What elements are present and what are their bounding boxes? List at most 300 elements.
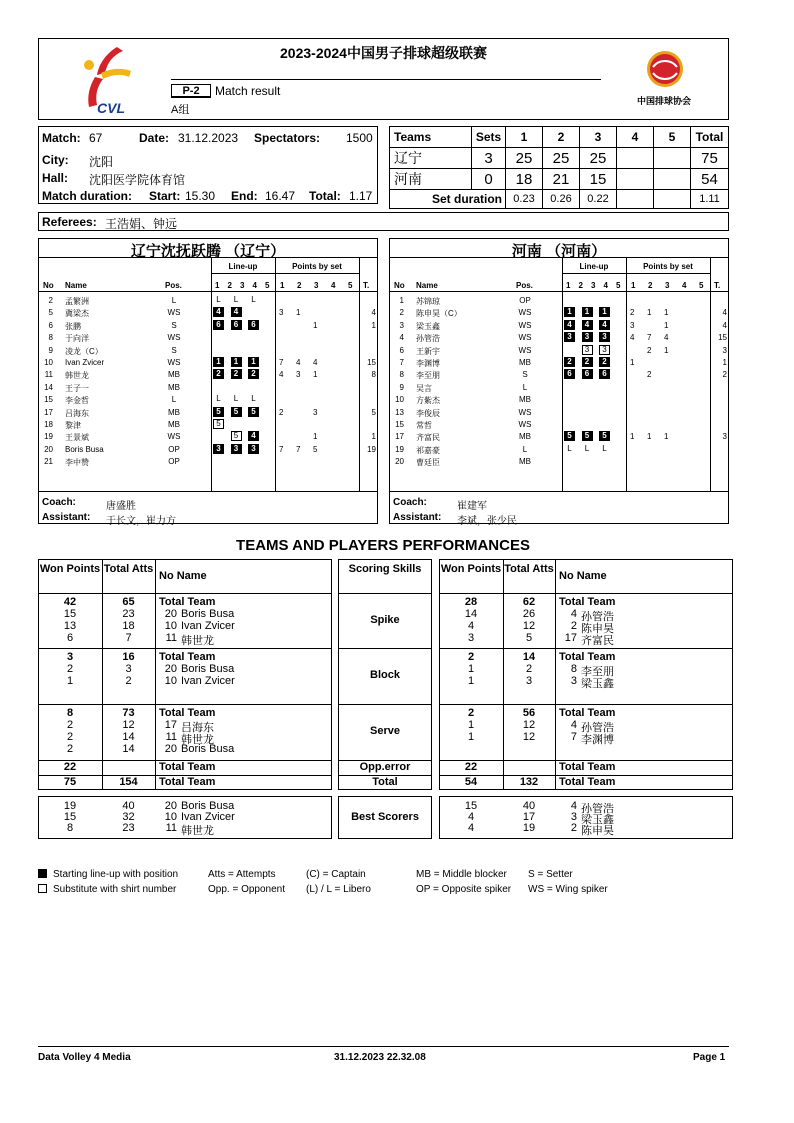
- referees-label: Referees:: [42, 215, 97, 229]
- player-name: 王景斌: [65, 433, 89, 443]
- col-divider: [211, 257, 212, 491]
- lineup-cell: L: [251, 295, 256, 304]
- col-divider: [275, 257, 276, 491]
- won-points: 2: [66, 719, 74, 731]
- lineup-set-header: 5: [265, 281, 270, 290]
- player-position: WS: [518, 333, 532, 343]
- total-atts: 18: [122, 620, 135, 632]
- won-points: 2: [66, 731, 74, 743]
- lineup-cell: 1: [231, 357, 242, 367]
- lineup-cell: 4: [213, 307, 224, 317]
- lineup-cell: 1: [599, 307, 610, 317]
- player-name: 王子一: [65, 383, 89, 393]
- footer-rule: [38, 1046, 729, 1047]
- spectators: 1500: [346, 131, 373, 145]
- points-set-header: 1: [631, 281, 636, 290]
- lineup-cell: 6: [248, 320, 259, 330]
- team-name: 辽宁: [390, 148, 472, 169]
- player-number: 17: [564, 632, 577, 644]
- won-points: 15: [464, 800, 478, 812]
- won-points: 15: [63, 608, 77, 620]
- player-number: 18: [44, 420, 53, 429]
- lineup-cell: 3: [213, 444, 224, 454]
- set-points: 2: [630, 308, 635, 318]
- title-rule: [171, 79, 601, 80]
- lineup-cell: 6: [213, 320, 224, 330]
- player-total: 3: [722, 432, 727, 442]
- team-total-label: Total Team: [159, 761, 216, 773]
- set-points: 3: [296, 370, 301, 380]
- won-points: 1: [467, 675, 475, 687]
- cva-logo: [639, 47, 691, 99]
- player-name: 李至朋: [581, 666, 614, 678]
- set-points: 1: [313, 320, 318, 330]
- lineup-set-header: 1: [566, 281, 571, 290]
- set-points: 5: [313, 444, 318, 454]
- player-name: 孙管浩: [581, 611, 614, 623]
- row-divider: [439, 648, 733, 649]
- player-number: 8: [48, 333, 53, 343]
- teams-header: Teams: [390, 127, 472, 148]
- name-header: Name: [416, 281, 438, 290]
- player-name: 孙管浩: [416, 334, 440, 344]
- no-header: No: [43, 281, 54, 290]
- set-score: 15: [580, 169, 617, 190]
- player-number: 17: [395, 432, 404, 442]
- referees-box: [38, 212, 729, 231]
- won-points: 22: [63, 761, 77, 773]
- header-rule: [390, 291, 728, 292]
- lineup-cell: L: [233, 295, 239, 304]
- set-score: 18: [506, 169, 543, 190]
- set-points: 4: [664, 333, 669, 343]
- player-name: Ivan Zvicer: [181, 675, 235, 687]
- won-points: 28: [464, 596, 478, 608]
- total-atts: 56: [522, 707, 536, 719]
- player-total: 19: [367, 444, 376, 454]
- player-name: 梁玉鑫: [581, 678, 614, 690]
- points-by-set-header: Points by set: [643, 262, 693, 271]
- player-name: Ivan Zvicer: [181, 811, 235, 823]
- player-name: 陈申昊: [581, 623, 614, 635]
- total-atts: 5: [525, 632, 533, 644]
- header-rule: [211, 273, 359, 274]
- player-name: 李渊博: [581, 734, 614, 746]
- cva-logo-text: 中国排球协会: [636, 96, 691, 106]
- player-name: 李渊博: [416, 359, 440, 368]
- player-number: 2: [48, 296, 53, 305]
- won-points: 2: [467, 651, 475, 663]
- won-points: 14: [464, 608, 478, 620]
- lineup-cell: 1: [248, 357, 259, 367]
- total-atts: 16: [122, 651, 135, 663]
- lineup-cell: 2: [564, 357, 575, 367]
- set-points: 2: [279, 407, 284, 417]
- no-header: No: [394, 281, 405, 290]
- player-total: 4: [371, 308, 376, 318]
- player-position: OP: [168, 444, 180, 454]
- lineup-cell: 4: [248, 431, 259, 441]
- footer-date: 31.12.2023 22.32.08: [334, 1052, 426, 1063]
- lineup-set-header: 2: [227, 281, 232, 290]
- player-name: Total Team: [159, 651, 216, 663]
- sets-won: 0: [472, 169, 506, 190]
- player-total: 2: [722, 370, 727, 380]
- team-a-roster: [38, 238, 378, 527]
- set-points: 2: [647, 370, 652, 380]
- player-name: Total Team: [559, 707, 616, 719]
- skill-label: Total: [372, 776, 398, 788]
- player-number: 2: [570, 822, 577, 834]
- player-number: 11: [165, 632, 177, 644]
- team-title: 河南 （河南）: [511, 243, 607, 260]
- set-score: 25: [506, 148, 543, 169]
- score-row: [390, 148, 729, 169]
- player-number: 10: [164, 620, 177, 632]
- player-number: 1: [399, 296, 404, 305]
- lineup-cell: L: [584, 443, 590, 453]
- player-name: 黎津: [65, 421, 81, 430]
- player-position: WS: [518, 345, 532, 355]
- player-name: 陈申昊（C）: [416, 309, 462, 319]
- player-number: 4: [570, 608, 577, 620]
- set-score: 21: [543, 169, 580, 190]
- score-row: [390, 169, 729, 190]
- set-points: 1: [647, 308, 652, 318]
- lineup-cell: 6: [582, 369, 593, 379]
- total-atts: 40: [522, 800, 536, 812]
- won-points: 8: [66, 822, 74, 834]
- player-position: S: [171, 345, 177, 355]
- player-number: 6: [399, 345, 404, 355]
- won-points: 1: [467, 731, 475, 743]
- lineup-cell: 3: [231, 444, 242, 454]
- player-total: 1: [371, 320, 376, 330]
- match-label: Match:: [42, 131, 81, 145]
- set-2-header: 2: [543, 127, 580, 148]
- player-number: 8: [399, 370, 404, 380]
- lineup-cell: 3: [582, 345, 593, 355]
- won-points: 1: [467, 663, 475, 675]
- coach-name: 唐盛胜: [106, 501, 136, 512]
- player-name: 冀梁杰: [65, 309, 89, 319]
- lineup-cell: 4: [599, 320, 610, 330]
- player-name: 王新宇: [416, 346, 440, 356]
- skill-label: Serve: [370, 725, 400, 737]
- total-header: T.: [363, 281, 370, 290]
- player-name: 孟繁洲: [65, 297, 89, 306]
- no-name-header: No Name: [159, 570, 207, 582]
- won-points: 42: [63, 596, 77, 608]
- total-atts: 14: [122, 743, 135, 755]
- player-number: 9: [48, 345, 53, 355]
- skill-label: Spike: [370, 613, 400, 626]
- lineup-cell: 4: [231, 307, 242, 317]
- points-set-header: 2: [648, 281, 653, 290]
- starter-square-icon: [38, 869, 47, 878]
- player-position: WS: [167, 432, 181, 442]
- set-points: 1: [664, 308, 669, 318]
- player-name: 方紫杰: [416, 396, 440, 406]
- total-atts: 14: [122, 731, 135, 743]
- player-number: 10: [164, 811, 177, 823]
- player-name: 吕海东: [181, 722, 214, 734]
- lineup-cell: 5: [213, 419, 224, 429]
- player-name: 于向洋: [65, 334, 89, 344]
- set-score: [654, 169, 691, 190]
- lineup-cell: 5: [599, 431, 610, 441]
- points-by-set-header: Points by set: [292, 262, 342, 271]
- won-points: 3: [66, 651, 74, 663]
- total-header: T.: [714, 281, 721, 290]
- lineup-cell: L: [216, 394, 221, 404]
- total-atts: 23: [122, 608, 135, 620]
- scoring-skills-header: Scoring Skills: [348, 563, 422, 575]
- roster-bottom-rule: [39, 491, 377, 492]
- player-position: WS: [518, 407, 532, 417]
- row-divider: [338, 593, 432, 594]
- player-name: 苏锦琼: [416, 297, 440, 306]
- player-number: 20: [44, 444, 53, 454]
- player-number: 10: [164, 675, 177, 687]
- performances-title: TEAMS AND PLAYERS PERFORMANCES: [236, 537, 530, 554]
- player-position: WS: [518, 308, 532, 318]
- total-atts: 132: [519, 776, 539, 788]
- lineup-cell: 2: [582, 357, 593, 367]
- player-total: 4: [722, 308, 727, 318]
- header-rule: [39, 291, 377, 292]
- set-score: [654, 148, 691, 169]
- player-position: WS: [518, 320, 532, 330]
- won-points: 13: [63, 620, 77, 632]
- set-3-header: 3: [580, 127, 617, 148]
- lineup-header: Line-up: [579, 262, 609, 271]
- total-atts: 154: [119, 776, 138, 788]
- player-number: 3: [570, 675, 577, 687]
- player-position: L: [522, 444, 528, 454]
- col-divider: [626, 257, 627, 491]
- subtitle: Match result: [215, 84, 281, 98]
- skill-label: Best Scorers: [351, 811, 419, 823]
- player-number: 3: [399, 320, 404, 330]
- player-number: 4: [570, 719, 577, 731]
- set-duration: [654, 190, 691, 209]
- row-divider: [439, 593, 733, 594]
- total-atts: 62: [522, 596, 536, 608]
- set-points: 3: [313, 407, 318, 417]
- set-points: 3: [630, 320, 635, 330]
- start-label: Start:: [149, 189, 181, 203]
- team-b-roster: [389, 238, 729, 527]
- match-date: 31.12.2023: [178, 131, 239, 145]
- hall: 沈阳医学院体育馆: [89, 173, 186, 187]
- points-set-header: 1: [280, 281, 285, 290]
- lineup-cell: 6: [564, 369, 575, 379]
- total-points: 54: [691, 169, 729, 190]
- player-total: 15: [367, 358, 376, 367]
- legend-item: Substitute with shirt number: [53, 884, 177, 895]
- team-total-label: Total Team: [159, 776, 216, 788]
- end-time: 16.47: [265, 189, 296, 203]
- lineup-cell: 1: [582, 307, 593, 317]
- set-4-header: 4: [617, 127, 654, 148]
- player-name: Ivan Zvicer: [65, 358, 105, 367]
- player-number: 2: [399, 308, 404, 318]
- lineup-set-header: 3: [591, 281, 596, 290]
- set-duration: 0.26: [543, 190, 580, 209]
- total-atts: 12: [122, 719, 135, 731]
- won-points: 54: [464, 776, 478, 788]
- lineup-cell: 2: [213, 369, 224, 379]
- no-name-header: No Name: [559, 570, 607, 582]
- player-number: 4: [570, 800, 577, 812]
- legend-item: (C) = Captain: [306, 869, 366, 880]
- player-position: L: [171, 296, 177, 305]
- lineup-cell: 6: [231, 320, 242, 330]
- player-name: 吕海东: [65, 408, 89, 418]
- player-number: 11: [165, 822, 177, 834]
- row-divider: [38, 593, 332, 594]
- title-rule: [390, 257, 728, 258]
- pos-header: Pos.: [165, 281, 182, 290]
- sets-won: 3: [472, 148, 506, 169]
- legend-item: WS = Wing spiker: [528, 884, 608, 895]
- legend-item: Starting line-up with position: [53, 869, 179, 880]
- set-5-header: 5: [654, 127, 691, 148]
- player-name: Total Team: [159, 707, 216, 719]
- player-number: 8: [570, 663, 577, 675]
- lineup-cell: 4: [564, 320, 575, 330]
- lineup-cell: [213, 431, 224, 441]
- total-atts: 40: [122, 800, 135, 812]
- row-divider: [338, 648, 432, 649]
- player-position: MB: [519, 457, 531, 467]
- points-set-header: 4: [682, 281, 687, 290]
- total-atts: 3: [125, 663, 132, 675]
- player-number: 10: [44, 358, 53, 367]
- group-label: A组: [171, 104, 190, 116]
- set-points: 1: [296, 308, 301, 318]
- player-name: 吴言: [416, 383, 432, 393]
- set-points: 1: [630, 358, 635, 367]
- lineup-cell: 3: [248, 444, 259, 454]
- lineup-cell: 1: [213, 357, 224, 367]
- lineup-cell: 2: [231, 369, 242, 379]
- lineup-cell: 3: [582, 332, 593, 342]
- set-points: 7: [296, 444, 301, 454]
- player-number: 11: [165, 731, 177, 743]
- cvl-logo: [77, 43, 135, 115]
- player-name: 曹廷臣: [416, 458, 440, 468]
- total-header: Total: [691, 127, 729, 148]
- set-points: 4: [630, 333, 635, 343]
- title-rule: [39, 257, 377, 258]
- player-name: 韩世龙: [181, 734, 214, 746]
- page-number: Page 1: [693, 1052, 726, 1063]
- lineup-cell: L: [216, 295, 221, 304]
- total-time: 1.17: [349, 189, 373, 203]
- col-divider: [562, 257, 563, 491]
- total-atts: 12: [522, 731, 536, 743]
- player-number: 17: [44, 407, 53, 417]
- set-points: 1: [630, 432, 635, 442]
- player-name: 韩世龙: [181, 635, 214, 647]
- set-points: 4: [279, 370, 284, 380]
- lineup-set-header: 2: [578, 281, 583, 290]
- lineup-set-header: 1: [215, 281, 220, 290]
- player-number: 15: [395, 420, 404, 429]
- set-duration: 0.23: [506, 190, 543, 209]
- player-total: 4: [722, 320, 727, 330]
- player-position: WS: [167, 308, 181, 318]
- won-points: 15: [63, 811, 77, 823]
- set-points: 7: [647, 333, 652, 343]
- player-position: WS: [167, 333, 181, 343]
- won-points: 2: [66, 663, 74, 675]
- player-name: 齐富民: [416, 433, 440, 443]
- player-number: 19: [44, 432, 53, 442]
- legend-item: Atts = Attempts: [208, 869, 276, 880]
- set-points: 4: [296, 358, 301, 367]
- player-number: 20: [395, 457, 404, 467]
- player-number: 20: [164, 608, 177, 620]
- lineup-cell: 1: [564, 307, 575, 317]
- won-points: 4: [467, 822, 475, 834]
- assistant-label: Assistant:: [42, 512, 91, 523]
- row-divider: [38, 704, 332, 705]
- total-atts: 7: [125, 632, 132, 644]
- player-position: WS: [167, 358, 181, 367]
- total-atts-header: Total Atts: [504, 563, 554, 575]
- player-name: 梁玉鑫: [581, 814, 614, 826]
- points-set-header: 3: [314, 281, 319, 290]
- player-name: 常哲: [416, 421, 432, 430]
- total-atts: 19: [522, 822, 536, 834]
- lineup-cell: 3: [564, 332, 575, 342]
- player-position: MB: [168, 420, 180, 429]
- substitute-square-icon: [38, 884, 47, 893]
- points-set-header: 3: [665, 281, 670, 290]
- lineup-cell: 3: [599, 332, 610, 342]
- player-name: 陈申昊: [581, 825, 614, 837]
- set-points: 7: [279, 444, 284, 454]
- lineup-set-header: 3: [240, 281, 245, 290]
- legend-item: MB = Middle blocker: [416, 869, 507, 880]
- player-number: 4: [399, 333, 404, 343]
- total-atts: 32: [122, 811, 135, 823]
- player-total: 15: [718, 333, 727, 343]
- won-points: 4: [467, 811, 475, 823]
- team-name: 河南: [390, 169, 472, 190]
- total-atts: 2: [125, 675, 132, 687]
- header-rule: [562, 273, 710, 274]
- player-number: 6: [48, 320, 53, 330]
- player-name: Boris Busa: [181, 663, 235, 675]
- player-number: 9: [399, 382, 404, 392]
- legend: [38, 869, 738, 899]
- lineup-cell: 6: [599, 369, 610, 379]
- player-name: Total Team: [559, 651, 616, 663]
- won-points: 1: [66, 675, 74, 687]
- total-atts-header: Total Atts: [103, 563, 154, 575]
- lineup-cell: 5: [231, 407, 242, 417]
- points-set-header: 4: [331, 281, 336, 290]
- roster-bottom-rule: [390, 491, 728, 492]
- lineup-set-header: 4: [252, 281, 257, 290]
- player-name: 齐富民: [581, 635, 614, 647]
- won-points: 3: [467, 632, 475, 644]
- player-name: 李俊辰: [416, 408, 440, 418]
